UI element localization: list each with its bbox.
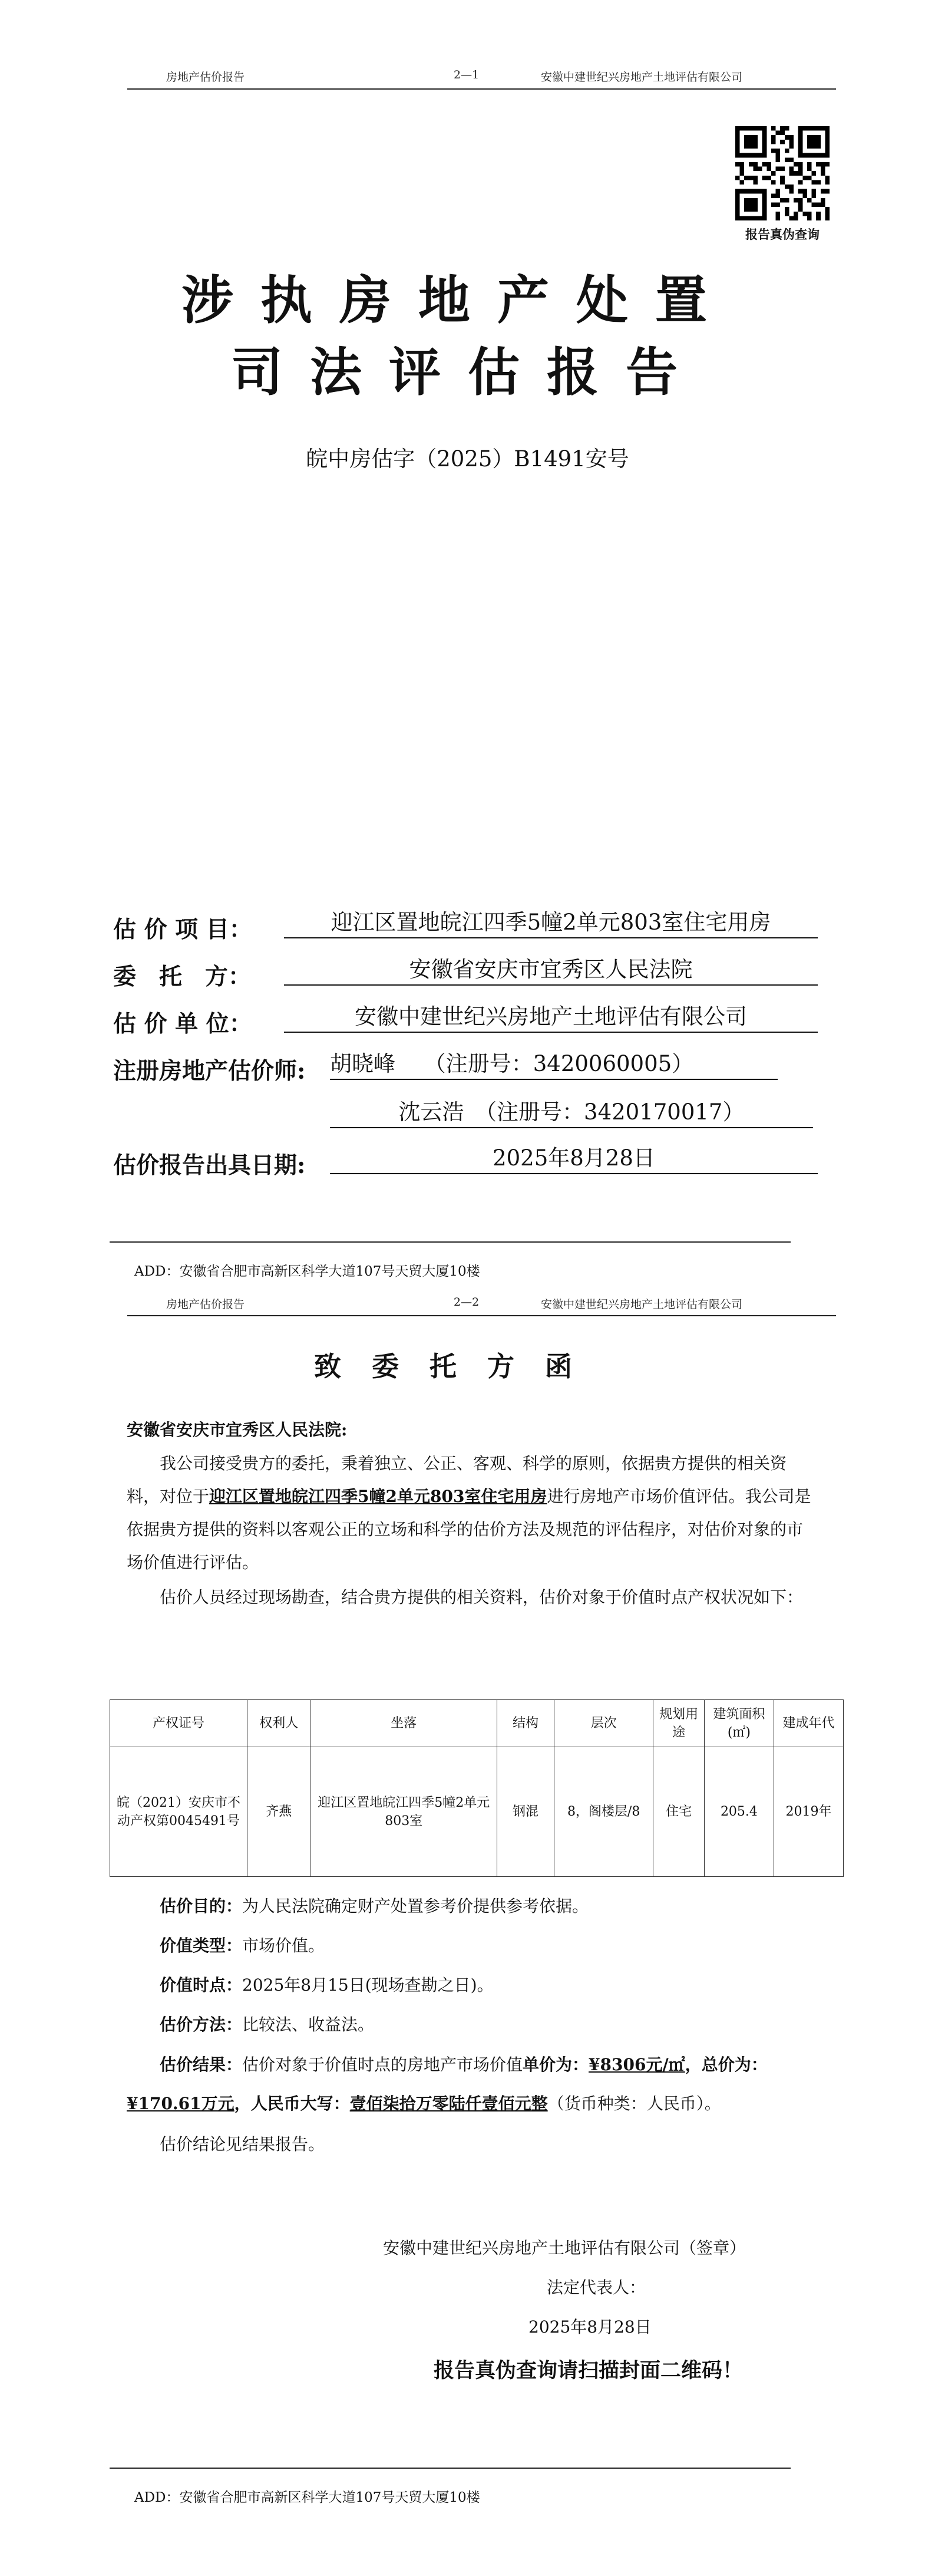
paragraph-1-text-a: 我公司接受贵方的委托，秉着独立、公正、客观、科学的原则，依据贵方提供的相关资料，对位于	[127, 1454, 787, 1506]
rights-table-header: 规划用途	[653, 1700, 705, 1747]
rights-table-header: 建筑面积(㎡)	[704, 1700, 774, 1747]
time-value: 2025年8月15日(现场查勘之日)。	[242, 1975, 494, 1995]
paragraph-2: 估价人员经过现场勘查，结合贵方提供的相关资料，估价对象于价值时点产权状况如下：	[160, 1587, 804, 1607]
purpose-label: 估价目的：	[160, 1896, 243, 1916]
type-label: 价值类型：	[160, 1936, 243, 1955]
result-text-c: ，总价为：	[685, 2055, 768, 2074]
page1-footer-rule	[110, 1241, 791, 1243]
table-cell-owner: 齐燕	[247, 1747, 310, 1877]
project-value: 迎江区置地皖江四季5幢2单元803室住宅用房	[284, 909, 818, 938]
qr-code-icon[interactable]	[735, 126, 830, 220]
verification-notice: 报告真伪查询请扫描封面二维码！	[434, 2358, 744, 2383]
result-total-price: ¥170.61万元	[127, 2094, 234, 2113]
sign-representative: 法定代表人：	[547, 2278, 646, 2297]
table-cell-year: 2019年	[774, 1747, 843, 1877]
result-text-b: 单价为：	[523, 2055, 589, 2074]
rights-table	[110, 1699, 844, 1877]
result-paragraph	[127, 2045, 819, 2123]
table-cell-floor: 8，阁楼层/8	[554, 1747, 653, 1877]
sign-company: 安徽中建世纪兴房地产土地评估有限公司（签章）	[383, 2238, 746, 2258]
letter-title: 致委托方函	[314, 1350, 603, 1382]
table-cell-cert: 皖（2021）安庆市不动产权第0045491号	[110, 1747, 247, 1877]
addressee: 安徽省安庆市宜秀区人民法院:	[127, 1420, 348, 1439]
paragraph-1-property: 迎江区置地皖江四季5幢2单元803室住宅用房	[209, 1487, 547, 1506]
page1-header-rule	[127, 88, 836, 90]
page2-header-left: 房地产估价报告	[166, 1298, 245, 1311]
paragraph-1-text-c: 进行房地产市场价值评估。我公司是依据贵方提供的资料以客观公正的立场和科学的估价方法及规范的评估程序，对估价对象的市场价值进行评估。	[127, 1487, 811, 1572]
purpose-line	[160, 1893, 589, 1917]
conclusion: 估价结论见结果报告。	[160, 2134, 325, 2154]
page1-header-center: 2—1	[454, 68, 480, 81]
page1-header-right: 安徽中建世纪兴房地产土地评估有限公司	[541, 71, 743, 84]
method-value: 比较法、收益法。	[242, 2015, 375, 2034]
table-cell-area: 205.4	[704, 1747, 774, 1877]
appraiser-label: 注册房地产估价师:	[113, 1058, 306, 1085]
appraiser-1: 胡晓峰 （注册号：3420060005）	[330, 1050, 778, 1080]
date-value: 2025年8月28日	[330, 1145, 818, 1174]
purpose-value: 为人民法院确定财产处置参考价提供参考依据。	[242, 1896, 589, 1916]
result-amount-words: 壹佰柒拾万零陆仟壹佰元整	[349, 2094, 548, 2113]
page1-footer-address: ADD：安徽省合肥市高新区科学大道107号天贸大厦10楼	[134, 1264, 480, 1279]
page2-footer-address: ADD：安徽省合肥市高新区科学大道107号天贸大厦10楼	[134, 2490, 480, 2505]
rights-table-header: 结构	[497, 1700, 554, 1747]
time-line	[160, 1972, 494, 1996]
rights-table-header: 权利人	[247, 1700, 310, 1747]
client-value: 安徽省安庆市宜秀区人民法院	[284, 956, 818, 986]
table-row	[110, 1747, 844, 1877]
page2-header-right: 安徽中建世纪兴房地产土地评估有限公司	[541, 1298, 743, 1311]
rights-table-header: 层次	[554, 1700, 653, 1747]
page2-header-rule	[127, 1315, 836, 1316]
method-label: 估价方法：	[160, 2015, 243, 2034]
paragraph-1	[127, 1447, 819, 1579]
time-label: 价值时点：	[160, 1975, 243, 1995]
table-cell-location: 迎江区置地皖江四季5幢2单元803室	[310, 1747, 497, 1877]
page1-header-left: 房地产估价报告	[166, 71, 245, 84]
type-value: 市场价值。	[242, 1936, 325, 1955]
qr-caption: 报告真伪查询	[745, 227, 820, 242]
client-label: 委 托 方：	[113, 963, 252, 990]
result-label: 估价结果：	[160, 2055, 243, 2074]
method-line	[160, 2012, 374, 2035]
table-cell-structure: 钢混	[497, 1747, 554, 1877]
table-cell-use: 住宅	[653, 1747, 705, 1877]
sign-date: 2025年8月28日	[528, 2317, 652, 2337]
valuer-label: 估 价 单 位：	[113, 1010, 252, 1037]
valuer-value: 安徽中建世纪兴房地产土地评估有限公司	[284, 1003, 818, 1033]
result-text-d: ，人民币大写：	[234, 2094, 350, 2113]
result-text-a: 估价对象于价值时点的房地产市场价值	[242, 2055, 523, 2074]
project-label: 估 价 项 目：	[113, 916, 252, 943]
rights-table-header-row	[110, 1700, 844, 1747]
type-line	[160, 1933, 325, 1956]
report-number: 皖中房估字（2025）B1491安号	[306, 446, 629, 472]
result-text-e: （货币种类：人民币）。	[547, 2094, 721, 2113]
rights-table-header: 建成年代	[774, 1700, 843, 1747]
appraiser-2: 沈云浩 （注册号：3420170017）	[330, 1099, 813, 1128]
result-unit-price: ¥8306元/㎡	[589, 2055, 685, 2074]
report-title-line1: 涉执房地产处置	[181, 269, 735, 331]
date-label: 估价报告出具日期:	[113, 1152, 306, 1179]
report-title-line2: 司法评估报告	[231, 341, 705, 403]
page2-footer-rule	[110, 2468, 791, 2469]
rights-table-header: 坐落	[310, 1700, 497, 1747]
rights-table-header: 产权证号	[110, 1700, 247, 1747]
page2-header-center: 2—2	[454, 1296, 480, 1309]
